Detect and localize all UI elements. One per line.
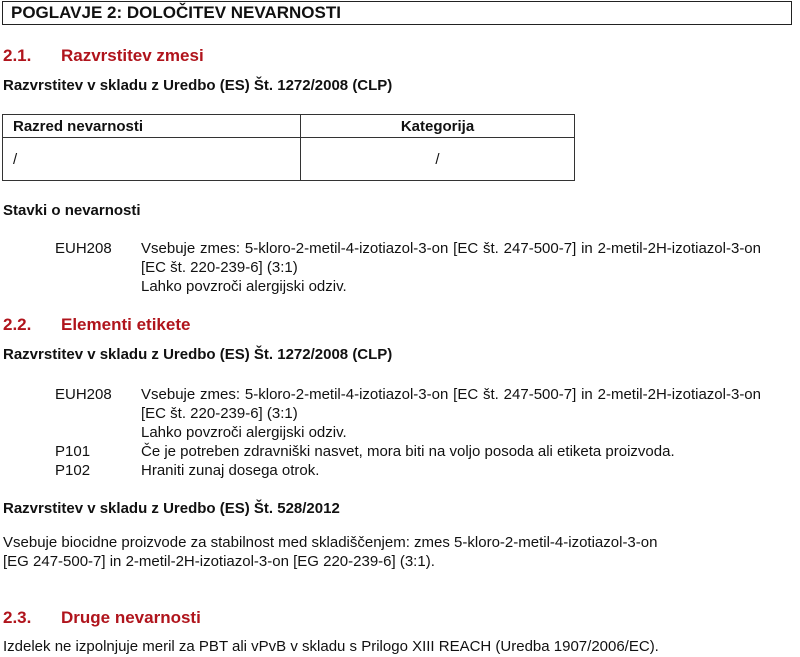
section-number: 2.1.: [3, 46, 32, 65]
biocide-text-line: [EG 247-500-7] in 2-metil-2H-izotiazol-3-on [EG 220-239-6] (3:1).: [3, 553, 435, 570]
statement-code: EUH208: [55, 240, 112, 257]
hazard-statements-heading: Stavki o nevarnosti: [3, 202, 141, 219]
table-row: [3, 138, 575, 181]
section-number: 2.2.: [3, 315, 32, 334]
biocide-regulation-heading: Razvrstitev v skladu z Uredbo (ES) Št. 528/2012: [3, 500, 340, 517]
statement-code: EUH208: [55, 386, 112, 403]
statement-text: Če je potreben zdravniški nasvet, mora biti na voljo posoda ali etiketa proizvoda.: [141, 443, 675, 460]
section-2-1-heading: [3, 45, 204, 67]
statement-note: Lahko povzroči alergijski odziv.: [141, 424, 347, 441]
table-cell: /: [3, 138, 301, 181]
section-title: Razvrstitev zmesi: [61, 46, 204, 65]
section-2-2-heading: [3, 314, 190, 336]
statement-text: Hraniti zunaj dosega otrok.: [141, 462, 320, 479]
section-number: 2.3.: [3, 608, 32, 627]
section-title: Druge nevarnosti: [61, 608, 201, 627]
section-2-3-heading: [3, 607, 201, 629]
section-2-1-subtitle: Razvrstitev v skladu z Uredbo (ES) Št. 1272/2008 (CLP): [3, 77, 393, 94]
table-header-row: [3, 115, 575, 138]
section-2-2-subtitle: Razvrstitev v skladu z Uredbo (ES) Št. 1272/2008 (CLP): [3, 346, 393, 363]
statement-note: Lahko povzroči alergijski odziv.: [141, 278, 347, 295]
chapter-title: POGLAVJE 2: DOLOČITEV NEVARNOSTI: [2, 1, 792, 25]
section-title: Elementi etikete: [61, 315, 191, 334]
statement-text: Vsebuje zmes: 5-kloro-2-metil-4-izotiazol-3-on [EC št. 247-500-7] in 2-metil-2H-izotiazol-3-on [EC št. 220-239-6] (3:1): [141, 386, 761, 422]
column-header-category: Kategorija: [301, 115, 575, 138]
other-hazards-text: Izdelek ne izpolnjuje meril za PBT ali vPvB v skladu s Prilogo XIII REACH (Uredba 1907/2006/EC).: [3, 638, 659, 655]
statement-code: P102: [55, 462, 91, 479]
hazard-classification-table: [2, 114, 575, 181]
statement-code: P101: [55, 443, 91, 460]
statement-text: Vsebuje zmes: 5-kloro-2-metil-4-izotiazol-3-on [EC št. 247-500-7] in 2-metil-2H-izotiazol-3-on [EC št. 220-239-6] (3:1): [141, 240, 761, 276]
biocide-text-line: Vsebuje biocidne proizvode za stabilnost med skladiščenjem: zmes 5-kloro-2-metil-4-izotiazol-3-on: [3, 534, 658, 551]
table-cell: /: [301, 138, 575, 181]
column-header-hazard-class: Razred nevarnosti: [3, 115, 301, 138]
